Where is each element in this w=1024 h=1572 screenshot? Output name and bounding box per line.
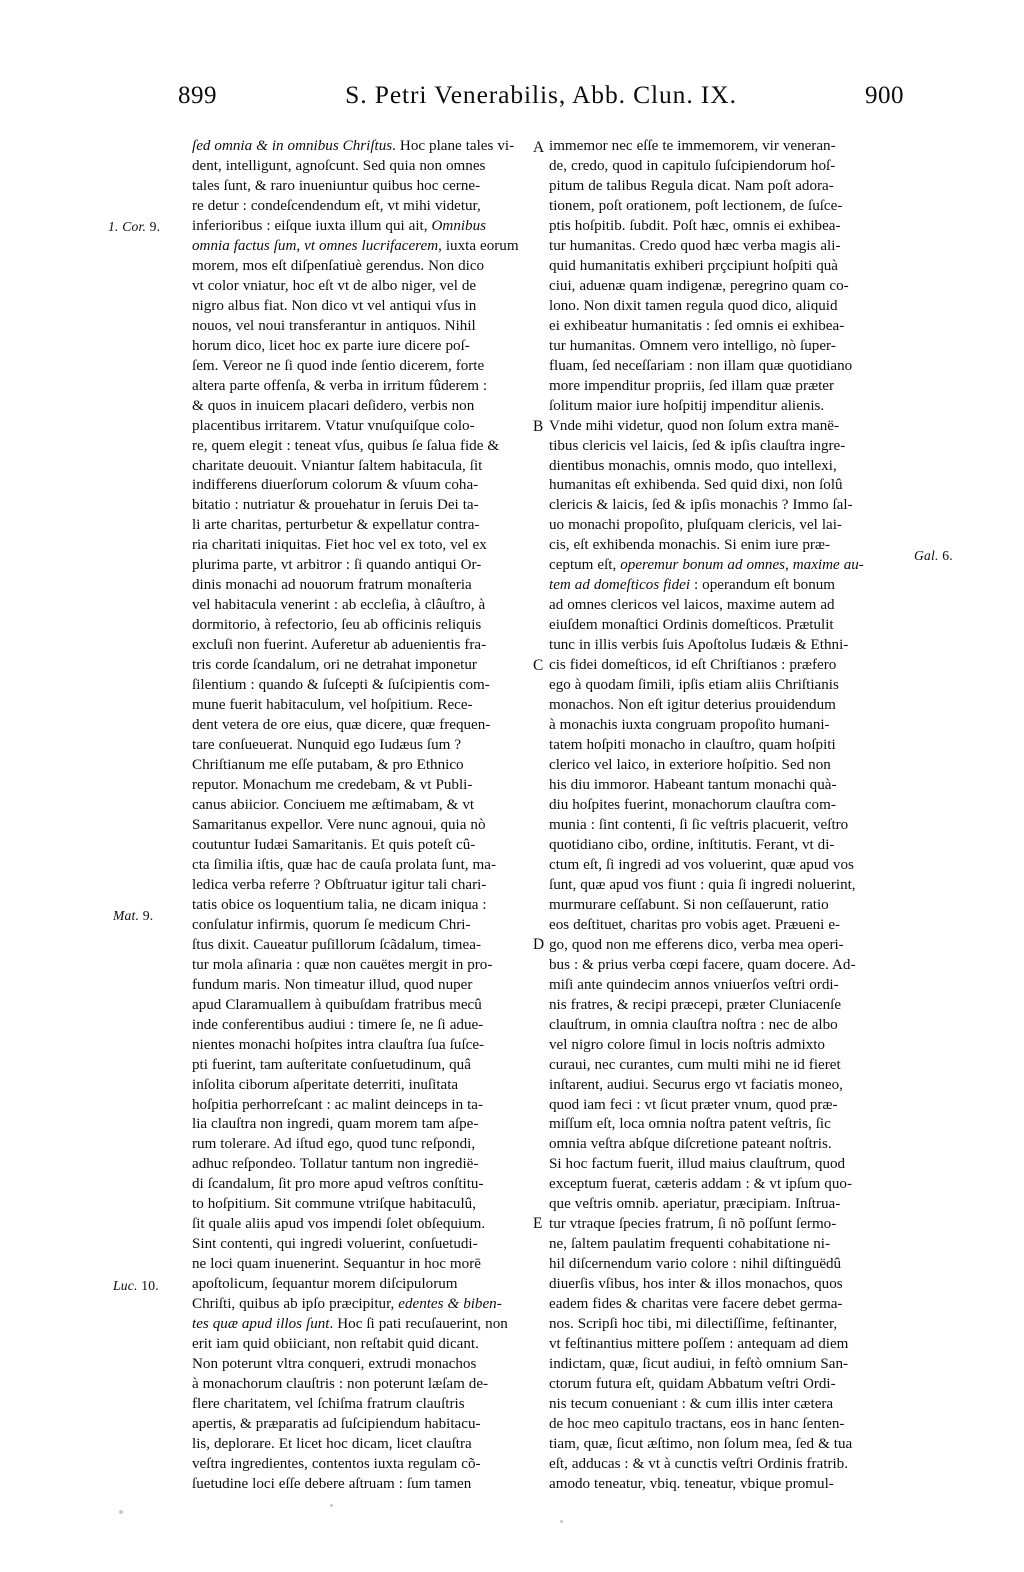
text-line: pti fuerint, tam auſteritate conſuetudinum, quâ [192, 1056, 471, 1073]
section-letter-c: C [533, 657, 544, 674]
text-line: inſtarent, audiui. Securus ergo vt faciatis moneo, [549, 1076, 843, 1093]
margin-note-chapter: 9. [142, 908, 154, 923]
text-line: inde conferentibus audiui : timere ſe, ne ſi adue- [192, 1016, 484, 1033]
scan-speck [119, 1510, 123, 1514]
text-line: charitate deuouit. Vniantur ſaltem habitacula, ſit [192, 457, 483, 474]
text-line: re detur : condeſcendendum eſt, vt mihi videtur, [192, 197, 481, 214]
text-line: ceptum eſt, operemur bonum ad omnes, maxime au- [549, 557, 864, 574]
text-line: miſi ante quindecim annos vniuerſos veſtri ordi- [549, 976, 839, 993]
text-line: bus : & prius verba cœpi facere, quam docere. Ad- [549, 956, 856, 973]
margin-note-gal-6 [914, 548, 953, 564]
text-line: ſuetudine loci eſſe debere aſtruam : ſum tamen [192, 1475, 472, 1492]
text-line: ei exhibeatur humanitatis : ſed omnis ei exhibea- [549, 317, 845, 334]
text-line: dientibus monachis, omnis modo, quo intellexi, [549, 457, 837, 474]
text-line: clericis & laicis, ſed & ipſis monachis ? Immo ſal- [549, 497, 853, 514]
text-line: tur vtraque ſpecies fratrum, ſi nõ poſſunt ſermo- [549, 1216, 837, 1233]
text-line: clauſtrum, in omnia clauſtra noſtra : nec de albo [549, 1016, 838, 1033]
text-line: morem, mos eſt diſpenſatiuè gerendus. Non dico [192, 257, 485, 274]
text-line: horum dico, licet hoc ex parte iure dicere poſ- [192, 337, 470, 354]
text-line: ne loci quam inuenerint. Sequantur in hoc morē [192, 1256, 481, 1273]
text-line: nouos, vel noui transferantur in antiquos. Nihil [192, 317, 476, 334]
text-line: ptis hoſpitib. ſubdit. Poſt hæc, omnis ei exhibea- [549, 217, 841, 234]
text-line: tur humanitas. Omnem vero intelligo, nò ſuper- [549, 337, 836, 354]
margin-note-book: Gal. [914, 548, 939, 563]
margin-note-chapter: 6. [942, 548, 953, 563]
text-line: lia clauſtra non ingredi, quam morem tam aſpe- [192, 1116, 479, 1133]
text-line: li arte charitas, perturbetur & expellatur contra- [192, 517, 480, 534]
text-line: flere charitatem, vel ſchiſma fratrum clauſtris [192, 1396, 465, 1413]
folio-number-right: 900 [864, 82, 904, 109]
margin-note-chapter: 10. [141, 1278, 159, 1293]
text-line: miſſum eſt, loca omnia noſtra patent veſtris, ſic [549, 1116, 831, 1133]
section-letter-a: A [533, 139, 545, 156]
text-line: eadem fides & charitas vere facere debet germa- [549, 1296, 843, 1313]
text-line: Chriſtianum me eſſe putabam, & pro Ethnico [192, 757, 464, 774]
text-line: dent, intelligunt, agnoſcunt. Sed quia non omnes [192, 157, 486, 174]
text-line: dinis monachi ad nouorum fratrum monaſteria [192, 577, 472, 594]
text-line: cis, eſt exhibenda monachis. Si enim iure præ- [549, 537, 830, 554]
text-line: Chriſti, quibus ab ipſo præcipitur, edentes & biben- [192, 1296, 502, 1313]
text-line: nos. Scripſi hoc tibi, mi dilectiſſime, feſtinanter, [549, 1316, 838, 1333]
text-line: vt feſtinantius mittere poſſem : antequam ad diem [549, 1336, 849, 1353]
text-line: his diu immoror. Habeant tantum monachi quà- [549, 777, 837, 793]
text-line: & quos in inuicem placari deſidero, verbis non [192, 397, 475, 414]
text-line: cis fidei domeſticos, id eſt Chriſtianos : præfero [549, 657, 837, 674]
text-line: Non poterunt vltra conqueri, extrudi monachos [192, 1356, 477, 1373]
text-line: quotidiano cibo, ordine, inſtitutis. Ferant, vt di- [549, 836, 835, 853]
text-line: tur humanitas. Credo quod hæc verba magis ali- [549, 237, 841, 254]
text-line: lono. Non dixit tamen regula quod dico, aliquid [549, 297, 838, 314]
text-line: diuerſis vſibus, hos inter & illos monachos, quos [549, 1276, 843, 1293]
text-line: tem ad domeſticos fidei : operandum eſt bonum [549, 577, 836, 594]
text-line: mune fuerit habitaculum, vel hoſpitium. Rece- [192, 697, 473, 714]
text-line: tatis obice os loquentium talia, ne dicam iniqua : [192, 896, 487, 913]
text-line: nis tecum conueniant : & cum illis inter cætera [549, 1396, 834, 1413]
text-line: ſtus dixit. Caueatur puſillorum ſcãdalum, timea- [192, 936, 481, 953]
section-letter-e: E [533, 1215, 543, 1232]
text-line: tur mola aſinaria : quæ non cauëtes mergit in pro- [192, 956, 493, 973]
text-line: re, quem elegit : teneat vſus, quibus ſe ſalua fide & [192, 437, 500, 454]
text-line: de hoc meo capitulo tractans, eos in hanc ſenten- [549, 1416, 845, 1432]
text-line: ſed omnia & in omnibus Chriſtus. Hoc plane tales vi- [192, 138, 515, 154]
text-line: ne, ſaltem paulatim frequenti cohabitatione ni- [549, 1236, 830, 1253]
text-line: de, credo, quod in capitulo ſuſcipiendorum hoſ- [549, 157, 836, 174]
text-line: amodo teneatur, vbiq. teneatur, vbique promul- [549, 1475, 834, 1492]
text-line: fundum maris. Non timeatur illud, quod nuper [192, 976, 473, 993]
text-line: vel nigro colore ſimul in locis noſtris admixto [549, 1036, 825, 1053]
text-line: Samaritanus expellor. Vere nunc agnoui, quia nò [192, 816, 486, 833]
text-line: monachos. Non eſt igitur deterius prouidendum [549, 697, 836, 714]
text-line: inſolita ciborum aſperitate deterriti, inuſitata [192, 1076, 459, 1093]
text-line: erit iam quid obiiciant, non reſtabit quid dicant. [192, 1336, 479, 1353]
page-title: S. Petri Venerabilis, Abb. Clun. IX. [345, 80, 737, 109]
text-line: tales ſunt, & raro inueniuntur quibus hoc cerne- [192, 177, 481, 194]
text-line: ſem. Vereor ne ſi quod inde ſentio dicerem, forte [192, 357, 485, 374]
text-line: conſulatur infirmis, quorum ſe medicum Chri- [192, 916, 471, 933]
text-line: munia : ſint contenti, ſi ſic veſtris placuerit, veſtro [549, 816, 849, 833]
text-line: à monachorum clauſtris : non poterunt læſam de- [192, 1376, 489, 1393]
text-line: tris corde ſcandalum, ori ne detrahat imponetur [192, 657, 477, 674]
text-line: tunc in illis verbis ſuis Apoſtolus Iudæis & Ethni- [549, 637, 849, 654]
text-line: more impenditur propriis, ſed illam quæ præter [549, 377, 834, 394]
text-line: hoſpitia perhorreſcant : ac malint deinceps in ta- [192, 1096, 484, 1113]
text-line: placentibus irritarem. Vtatur vnuſquiſque colo- [192, 417, 475, 434]
text-line: eſt, adducas : & vt à cunctis veſtri Ordinis fratrib. [549, 1455, 848, 1472]
column-right [549, 137, 886, 1495]
text-line: immemor nec eſſe te immemorem, vir veneran- [549, 138, 836, 154]
text-line: adhuc reſpondeo. Tollatur tantum non ingredië- [192, 1156, 479, 1173]
margin-note-book: Luc. [113, 1278, 138, 1293]
text-line: ctorum futura eſt, quidam Abbatum veſtri Ordi- [549, 1376, 836, 1393]
text-line: tionem, poſt orationem, poſt lectionem, de ſuſce- [549, 197, 843, 214]
margin-note-luc-10 [113, 1278, 159, 1294]
text-line: cta ſimilia iſtis, quæ hac de cauſa prolata ſunt, ma- [192, 856, 496, 873]
text-line: diu hoſpites fuerint, monachorum clauſtra com- [549, 796, 836, 813]
text-line: bitatio : nutriatur & prouehatur in ſeruis Dei ta- [192, 497, 479, 514]
margin-note-mat-9 [113, 908, 153, 924]
text-line: excluſi non fuerint. Auferetur ab aduenientis fra- [192, 637, 487, 654]
text-line: ciui, aduenæ quam indigenæ, peregrino quam co- [549, 277, 849, 294]
text-line: canus abiicior. Conciuem me æſtimabam, & vt [192, 796, 475, 813]
text-line: ego à quodam ſimili, ipſis etiam aliis Chriſtianis [549, 677, 839, 694]
text-line: uo monachi propoſito, pluſquam clericis, vel lai- [549, 517, 842, 534]
scan-speck [560, 1520, 563, 1523]
text-line: ad omnes clericos vel laicos, maxime autem ad [549, 597, 835, 614]
text-line: omnia factus ſum, vt omnes lucrifacerem, iuxta eorum [192, 237, 519, 254]
section-letter-d: D [533, 936, 545, 953]
text-line: Sint contenti, qui ingredi voluerint, conſuetudi- [192, 1236, 478, 1253]
text-line: altera parte offenſa, & verba in irritum fûderem : [192, 377, 488, 394]
text-line: quod iam feci : vt ſicut præter vnum, quod præ- [549, 1096, 838, 1113]
text-line: tatem hoſpiti monacho in clauſtro, quam hoſpiti [549, 737, 836, 754]
text-line: hil diſcernendum vario colore : nihil diſtinguëdû [549, 1256, 842, 1273]
text-line: ledica verba referre ? Obſtruatur igitur tali chari- [192, 876, 487, 893]
margin-note-book: 1. Cor. [108, 219, 147, 234]
text-line: clerico vel laico, in exteriore hoſpitio. Sed non [549, 757, 831, 774]
text-line: tiam, quæ, ſicut æſtimo, non ſolum mea, ſed & tua [549, 1435, 853, 1452]
text-line: ria charitati iniquitas. Fiet hoc vel ex toto, vel ex [192, 537, 487, 554]
text-line: vt color vniatur, hoc eſt vt de albo niger, vel de [192, 277, 477, 294]
text-line: tare conſueuerat. Nunquid ego Iudæus ſum ? [192, 737, 462, 754]
text-line: murmurare ceſſabunt. Si non ceſſauerunt, ratio [549, 896, 829, 913]
text-line: quid humanitatis exhiberi prçcipiunt hoſpiti quà [549, 257, 838, 274]
text-line: eos deſtituet, charitas pro vobis aget. Præueni e- [549, 916, 841, 933]
text-line: reputor. Monachum me credebam, & vt Publi- [192, 777, 473, 793]
text-line: omnia veſtra abſque diſcretione pateant noſtris. [549, 1136, 832, 1153]
scan-speck [330, 1504, 333, 1507]
text-line: à monachis iuxta congruam propoſito humani- [549, 717, 830, 734]
text-line: plurima parte, vt arbitror : ſi quando antiqui Or- [192, 557, 482, 574]
text-line: to hoſpitium. Sit commune vtriſque habitaculû, [192, 1196, 476, 1213]
text-line: Si hoc factum fuerit, illud maius clauſtrum, quod [549, 1156, 846, 1173]
text-line: vel habitacula venerint : ab eccleſia, à clâuſtro, à [192, 597, 486, 614]
text-line: dormitorio, à refectorio, ſeu ab officinis reliquis [192, 617, 482, 634]
text-line: rum tolerare. Ad iſtud ego, quod tunc reſpondi, [192, 1136, 476, 1153]
text-line: ſunt, quæ apud vos fiunt : quia ſi ingredi noluerint, [549, 876, 856, 893]
text-line: que veſtris omnib. aperiatur, præcipiam. Inſtrua- [549, 1196, 841, 1213]
text-line: curaui, nec curantes, cum multi mihi ne id fieret [549, 1056, 841, 1073]
text-line: indictam, quæ, ſicut audiui, in feſtò omnium San- [549, 1356, 849, 1373]
text-line: di ſcandalum, ſit pro more apud veſtros conſtitu- [192, 1176, 484, 1193]
text-line: ſit quale aliis apud vos impendi ſolet obſequium. [192, 1216, 486, 1233]
text-line: lis, deplorare. Et licet hoc dicam, licet clauſtra [192, 1435, 472, 1452]
margin-note-book: Mat. [113, 908, 140, 923]
text-line: apertis, & præparatis ad ſuſcipiendum habitacu- [192, 1416, 481, 1432]
text-line: nigro albus fiat. Non dico vt vel antiqui vſus in [192, 297, 477, 314]
text-line: go, quod non me efferens dico, verba mea operi- [549, 936, 844, 953]
text-line: nis fratres, & recipi præcepi, præter Cluniacenſe [549, 996, 842, 1013]
margin-note-1-cor-9 [108, 219, 160, 235]
text-line: eiuſdem monaſtici Ordinis domeſticos. Prætulit [549, 617, 834, 634]
text-line: exceptum fuerat, cæteris addam : & vt ipſum quo- [549, 1176, 852, 1193]
text-line: humanitas eſt exhibenda. Sed quid dixi, non ſolû [549, 477, 843, 494]
text-line: indifferens diuerſorum colorum & vſuum coha- [192, 477, 479, 494]
text-line: veſtra ingredientes, contentos iuxta regulam cõ- [192, 1455, 481, 1472]
text-line: inferioribus : eiſque iuxta illum qui ait, Omnibus [192, 217, 487, 234]
margin-note-chapter: 9. [149, 219, 161, 234]
text-line: tes quæ apud illos ſunt. Hoc ſi pati recuſauerint, non [192, 1316, 508, 1333]
text-line: Vnde mihi videtur, quod non ſolum extra manë- [549, 417, 840, 434]
text-line: fluam, ſed neceſſariam : non illam quæ quotidiano [549, 357, 853, 374]
text-line: dent vetera de ore eius, quæ dicere, quæ frequen- [192, 717, 491, 734]
text-line: tibus clericis vel laicis, ſed & ipſis clauſtra ingre- [549, 437, 846, 454]
text-line: nientes monachi hoſpites intra clauſtra ſua ſuſce- [192, 1036, 485, 1053]
running-head [96, 80, 932, 120]
column-left [192, 137, 529, 1495]
text-line: pitum de talibus Regula dicat. Nam poſt adora- [549, 177, 834, 194]
text-line: coutuntur Iudæi Samaritanis. Et quis poteſt cû- [192, 836, 476, 853]
text-line: apoſtolicum, ſequantur morem diſcipulorum [192, 1276, 458, 1293]
section-letter-b: B [533, 418, 544, 435]
text-line: ctum eſt, ſi ingredi ad vos voluerint, quæ apud vos [549, 856, 854, 873]
folio-number-left: 899 [178, 82, 217, 109]
text-line: apud Claramuallem à quibuſdam fratribus mecû [192, 996, 482, 1013]
text-line: ſilentium : quando & ſuſcepti & ſuſcipientis com- [192, 677, 490, 694]
text-line: ſolitum maior iure hoſpitij impenditur alienis. [549, 397, 825, 414]
